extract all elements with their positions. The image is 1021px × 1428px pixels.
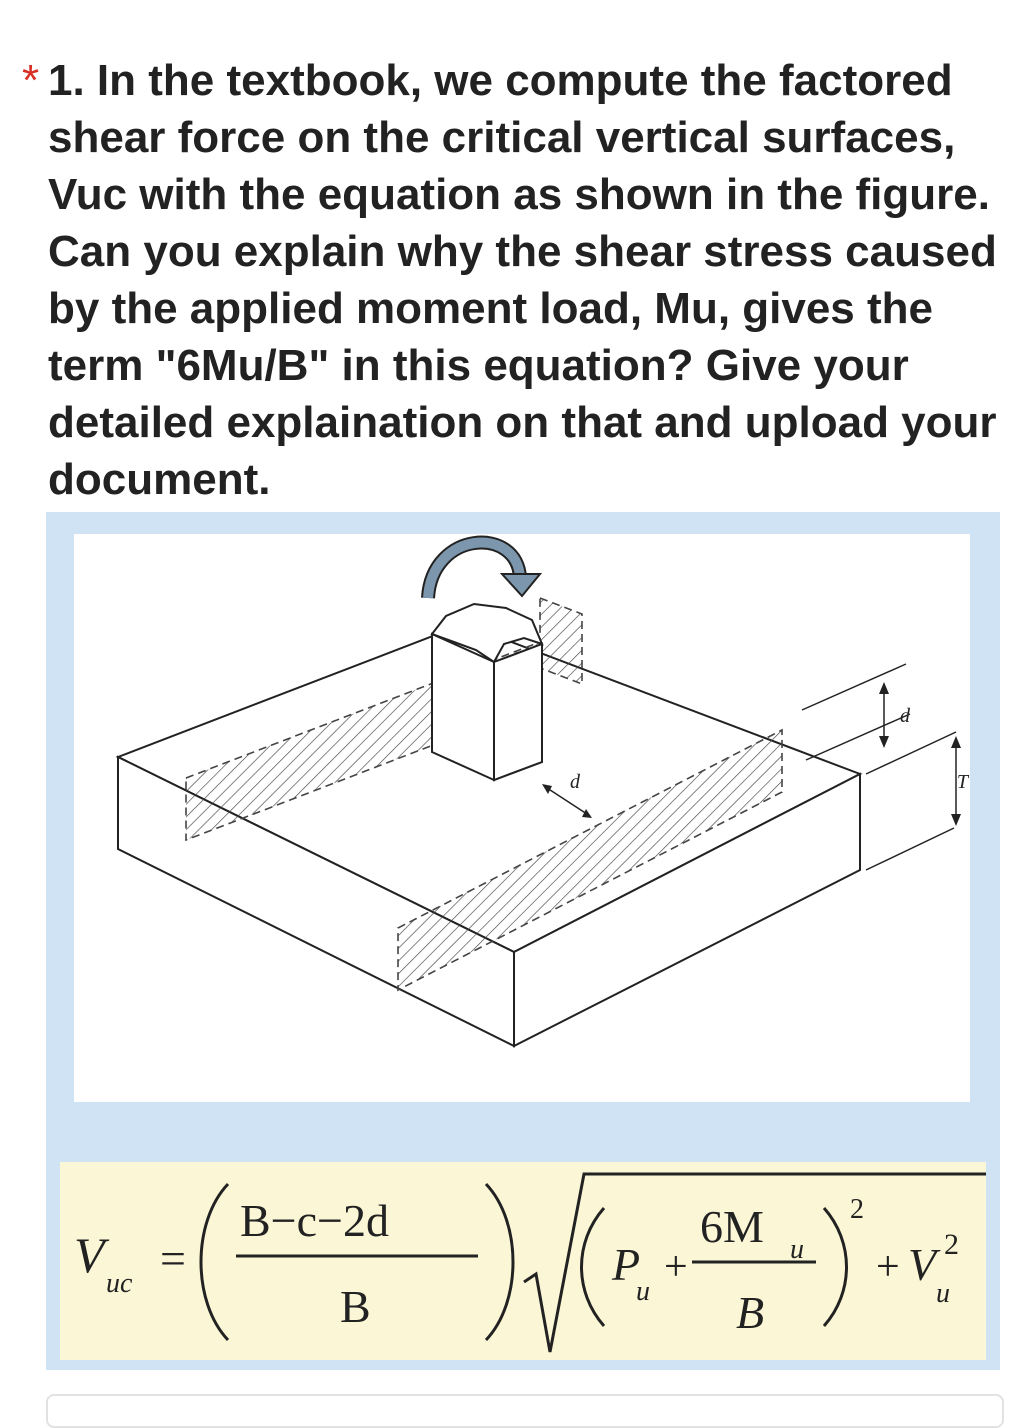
- eq-left-paren: [201, 1184, 228, 1340]
- eq-v: V: [74, 1227, 105, 1283]
- eq-frac1-den: B: [340, 1281, 371, 1332]
- eq-exp: 2: [850, 1194, 864, 1225]
- d-label-right: d: [900, 705, 910, 727]
- eq-v2-exp: 2: [944, 1228, 959, 1261]
- t-label: T: [956, 771, 968, 793]
- eq-p: P: [612, 1239, 641, 1290]
- column: [432, 604, 542, 780]
- required-asterisk: *: [22, 56, 40, 105]
- upload-card-edge[interactable]: [46, 1394, 1004, 1428]
- footing-figure: [74, 534, 970, 1102]
- shear-equation: [60, 1162, 986, 1360]
- eq-v2: V: [908, 1239, 937, 1290]
- question-text: [22, 52, 1008, 508]
- eq-frac2-num: 6M: [700, 1201, 764, 1252]
- equation-box: [60, 1162, 986, 1360]
- eq-inner-right-paren: [824, 1208, 847, 1326]
- eq-frac1-num: B−c−2d: [240, 1195, 389, 1246]
- question-body: 1. In the textbook, we compute the factored shear force on the critical vertical surfaces, Vuc with the equation as shown in the figure. Can you explain why the shear stress caused by the applied moment load, Mu, gives the term "6Mu/B" in this equation? Give your detailed explaination on that and upload your document.: [48, 56, 997, 504]
- eq-plus1: +: [664, 1244, 688, 1290]
- eq-inner-left-paren: [582, 1208, 605, 1326]
- eq-frac2-den: B: [736, 1287, 765, 1338]
- eq-frac2-num-sub: u: [790, 1234, 804, 1265]
- footing-diagram: [74, 534, 970, 1102]
- eq-plus2: +: [876, 1244, 900, 1290]
- figure-panel: [46, 512, 1000, 1370]
- eq-equals: =: [160, 1233, 186, 1284]
- d-label-column: d: [570, 771, 580, 793]
- eq-p-sub: u: [636, 1276, 650, 1307]
- eq-right-paren: [486, 1184, 513, 1340]
- eq-v-sub: uc: [106, 1268, 133, 1299]
- moment-arrow-icon: [428, 543, 540, 598]
- eq-v2-sub: u: [936, 1278, 950, 1309]
